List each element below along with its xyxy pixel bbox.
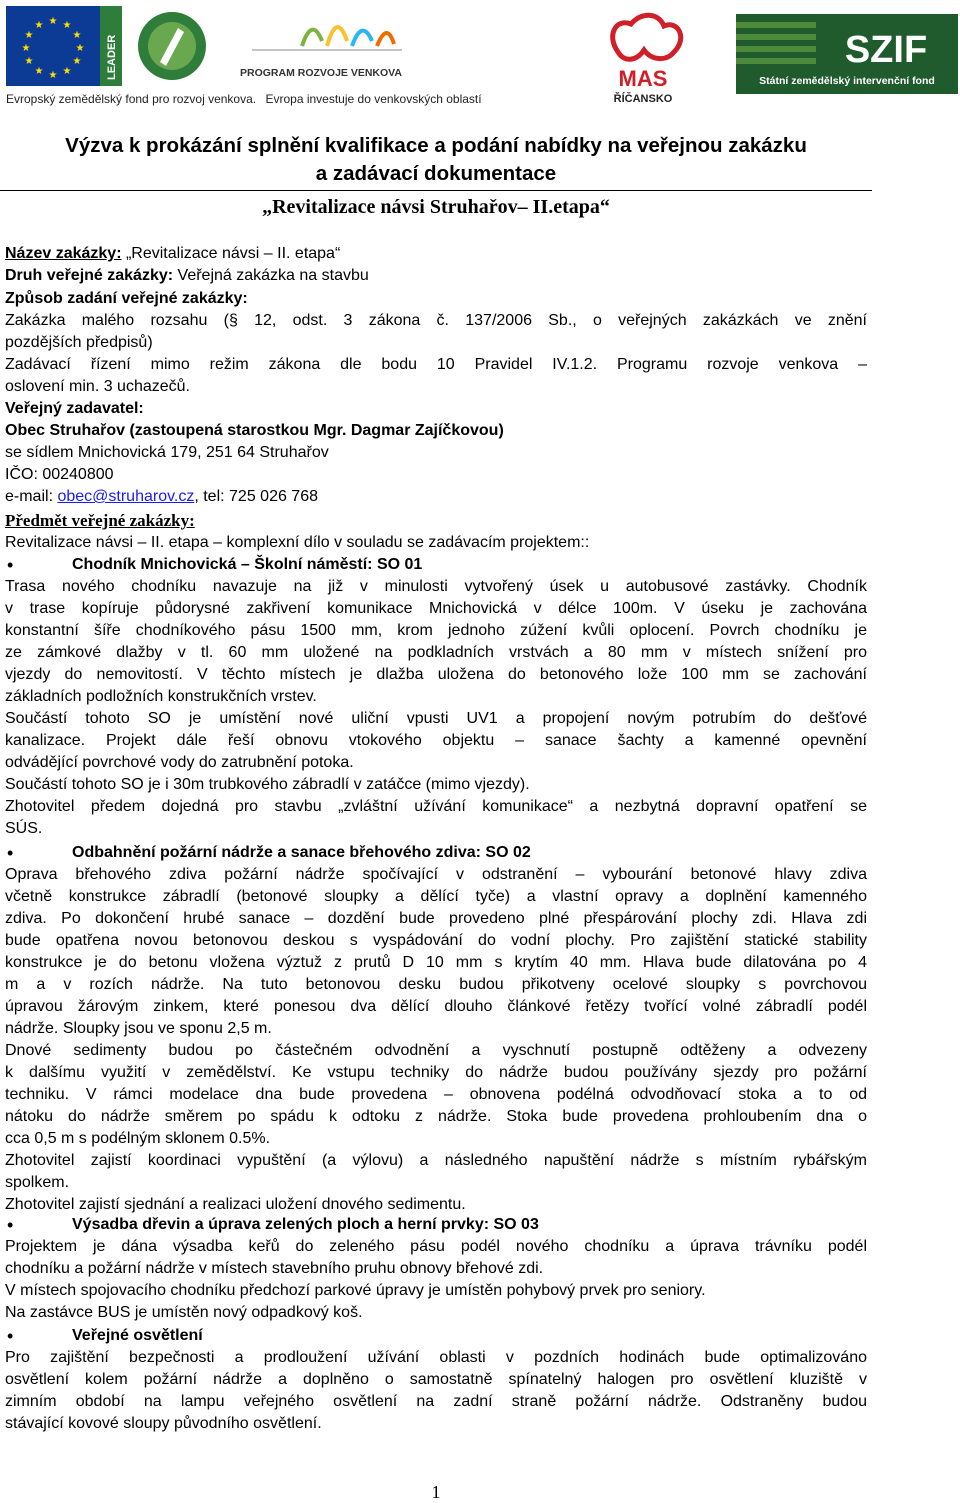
so02-line: nádrže. Sloupky jsou ve sponu 2,5 m.: [5, 1020, 272, 1037]
so01-line: odvádějící povrchové vody do zatrubnění potoka.: [5, 754, 354, 771]
so02-line: Zhotovitel zajistí koordinaci vypuštění (a výlovu) a následného napuštění nádrže s místním rybářským: [5, 1152, 867, 1169]
zadavatel-sidlo: se sídlem Mnichovická 179, 251 64 Struhařov: [5, 444, 329, 461]
so02-line: Dnové sedimenty budou po částečném odvodnění a vyschnutí postupně odtěženy a odvezeny: [5, 1042, 867, 1059]
email-link[interactable]: obec@struharov.cz: [57, 488, 195, 505]
zpusob-zadani-label: Způsob zadání veřejné zakázky:: [5, 290, 248, 307]
bullet-osvetleni: [7, 1325, 13, 1349]
osvetleni-heading: Veřejné osvětlení: [72, 1327, 203, 1344]
telefon: , tel: 725 026 768: [194, 488, 318, 505]
logo-bar: [0, 0, 960, 105]
zpusob-line2: pozdějších předpisů): [5, 334, 153, 351]
zadavatel-name: Obec Struhařov (zastoupená starostkou Mgr. Dagmar Zajíčkovou): [5, 422, 504, 439]
nazev-zakazky: [5, 243, 867, 265]
so01-line: Součástí tohoto SO je i 30m trubkového zábradlí v zatáčce (mimo vjezdy).: [5, 776, 530, 793]
osvetleni-line: Pro zajištění bezpečnosti a prodloužení užívání oblasti v pozdních hodinách bude optimalizováno: [5, 1349, 867, 1366]
so03-line: Na zastávce BUS je umístěn nový odpadkový koš.: [5, 1304, 363, 1321]
szif-logo: [736, 14, 958, 94]
so03-line: V místech spojovacího chodníku předchozí parkové úpravy je umístěn pohybový prvek pro seniory.: [5, 1282, 706, 1299]
osvetleni-line: stávající kovové sloupy původního osvětlení.: [5, 1415, 322, 1432]
svg-text:★: ★: [24, 30, 34, 41]
eu-flag-logo: [6, 6, 101, 86]
document-subtitle: „Revitalizace návsi Struhařov– II.etapa“: [262, 196, 610, 218]
title-divider: [0, 190, 872, 191]
svg-text:MAS: MAS: [618, 66, 668, 91]
so01-line: v trase kopíruje půdorysné zakřivení komunikace Mnichovická v délce 100m. V úseku je zachována: [5, 600, 867, 617]
so01-line: SÚS.: [5, 820, 43, 837]
druh-label: Druh veřejné zakázky:: [5, 267, 174, 284]
svg-text:★: ★: [48, 70, 58, 81]
so02-line: bude opatřena novou betonovou deskou s vyspádování do vodní plochy. Pro zajištění statické stability: [5, 932, 867, 949]
fund-caption-left: Evropský zemědělský fond pro rozvoj venkova.: [6, 92, 257, 106]
predmet-text: Revitalizace návsi – II. etapa – komplexní dílo v souladu se zadávacím projektem::: [5, 534, 590, 551]
zpusob-line3: Zadávací řízení mimo režim zákona dle bodu 10 Pravidel IV.1.2. Programu rozvoje venkova –: [5, 356, 867, 373]
so02-line: cca 0,5 m s podélným sklonem 0.5%.: [5, 1130, 271, 1147]
so02-line: m a v rozích nádrže. Na tuto betonovou desku budou přikotveny ocelové sloupky s povrchovou: [5, 976, 867, 993]
bullet-so01: [7, 554, 13, 578]
email-label: e-mail:: [5, 488, 58, 505]
svg-text:★: ★: [34, 66, 44, 77]
document-title-line1: Výzva k prokázání splnění kvalifikace a podání nabídky na veřejnou zakázku: [65, 134, 807, 157]
leader-logo: [100, 6, 225, 86]
so03-line: Projektem je dána výsadba keřů do zeleného pásu podél nového chodníku a úprava trávníku podél: [5, 1238, 867, 1255]
so02-line: úpravou žárovým zinkem, které ponesou dva dělící dlouho článkové řetězy tvořící volné zábradlí podél: [5, 998, 867, 1015]
bullet-so02: [7, 842, 13, 866]
so01-line: Součástí tohoto SO je umístění nové uliční vpusti UV1 a propojení novým potrubím do dešťové: [5, 710, 867, 727]
program-rozvoje-venkova-logo: [232, 6, 412, 86]
mas-ricansko-logo: [596, 10, 691, 105]
svg-text:★: ★: [72, 56, 82, 67]
so02-line: Zhotovitel zajistí sjednání a realizaci uložení dnového sedimentu.: [5, 1196, 466, 1213]
so01-line: kanalizace. Projekt dále řeší obnovu vtokového objektu – sanace šachty a kamenné opevnění: [5, 732, 867, 749]
svg-text:Státní zemědělský intervenční: Státní zemědělský intervenční fond: [759, 75, 935, 87]
zadavatel-ico: IČO: 00240800: [5, 466, 114, 483]
so02-line: k dalšímu využití v zemědělství. Ke vstupu techniky do nádrže budou používány sjezdy pro požární: [5, 1064, 867, 1081]
so02-line: zdiva. Po dokončení hrubé sanace – dozdění bude provedeno plné přespárování plochy zdi. Hlava zdi: [5, 910, 867, 927]
so03-line: chodníku a požární nádrže v místech stavebního pruhu obnovy břehové zdi.: [5, 1260, 544, 1277]
so02-line: spolkem.: [5, 1174, 70, 1191]
so01-line: základních podložních konstrukčních vrstev.: [5, 688, 317, 705]
so01-line: konstantní šíře chodníkového pásu 1500 mm, krom jednoho zúžení kvůli oplocení. Povrch chodníku je: [5, 622, 867, 639]
page-number: 1: [431, 1482, 441, 1502]
svg-text:PROGRAM ROZVOJE VENKOVA: PROGRAM ROZVOJE VENKOVA: [240, 67, 402, 79]
nazev-value: „Revitalizace návsi – II. etapa“: [121, 245, 341, 262]
druh-zakazky: [5, 265, 867, 287]
so02-heading: Odbahnění požární nádrže a sanace břehového zdiva: SO 02: [72, 844, 531, 861]
nazev-label: Název zakázky:: [5, 245, 122, 262]
svg-text:ŘÍČANSKO: ŘÍČANSKO: [613, 93, 673, 105]
osvetleni-line: zimním období na lampu veřejného osvětlení na zadní straně požární nádrže. Odstraněny budou: [5, 1393, 867, 1410]
bullet-so03: [7, 1214, 13, 1238]
so01-heading: Chodník Mnichovická – Školní náměstí: SO 01: [72, 556, 423, 573]
so03-heading: Výsadba dřevin a úprava zelených ploch a herní prvky: SO 03: [72, 1216, 539, 1233]
so01-line: ze zámkové dlažby v tl. 60 mm uložené na podkladních vrstvách a 80 mm v místech snížení pro: [5, 644, 867, 661]
svg-text:SZIF: SZIF: [844, 29, 928, 71]
svg-text:★: ★: [72, 30, 82, 41]
svg-text:★: ★: [21, 43, 31, 54]
fund-caption: [6, 92, 482, 106]
so01-line: Zhotovitel předem dojedná pro stavbu „zvláštní užívání komunikace“ a nezbytná dopravní opatření se: [5, 798, 867, 815]
osvetleni-line: osvětlení kolem požární nádrže a doplněno o samostatně spínatelný halogen pro osvětlení kluziště v: [5, 1371, 867, 1388]
svg-text:★: ★: [24, 56, 34, 67]
druh-value: Veřejná zakázka na stavbu: [173, 267, 369, 284]
zpusob-line1: Zakázka malého rozsahu (§ 12, odst. 3 zákona č. 137/2006 Sb., o veřejných zakázkách ve znění: [5, 312, 867, 329]
so02-line: nátoku do nádrže směrem po spádu k odtoku z nádrže. Stoka bude provedena prohloubením dna o: [5, 1108, 867, 1125]
so01-line: vjezdy do nemovitostí. V těchto místech je dlažba uložena do betonového lože 100 mm se zachování: [5, 666, 867, 683]
fund-caption-right: Evropa investuje do venkovských oblastí: [265, 92, 482, 106]
so02-line: konstrukce je do betonu vložena výztuž z prutů D 10 mm s krytím 40 mm. Hlava bude dilatována po 4: [5, 954, 867, 971]
svg-text:★: ★: [48, 16, 58, 27]
zpusob-line4: oslovení min. 3 uchazečů.: [5, 378, 190, 395]
so01-line: Trasa nového chodníku navazuje na již v minulosti vytvořený úsek u autobusové zastávky. Chodník: [5, 578, 867, 595]
zadavatel-kontakt: [5, 486, 867, 508]
so02-line: včetně konstrukce zábradlí (betonové sloupky a dělící tyče) a vlastní opravy a doplnění kamenného: [5, 888, 867, 905]
predmet-label: Předmět veřejné zakázky:: [5, 511, 195, 530]
document-title-line2: a zadávací dokumentace: [315, 162, 557, 185]
svg-text:★: ★: [62, 20, 72, 31]
svg-text:★: ★: [75, 43, 85, 54]
svg-text:LEADER: LEADER: [106, 34, 118, 80]
so02-line: techniku. V rámci modelace dna bude provedena – obnovena podélná odvodňovací stoka a to od: [5, 1086, 867, 1103]
so02-line: Oprava břehového zdiva požární nádrže spočívající v odstranění – vybourání betonové hlavy zdiva: [5, 866, 867, 883]
svg-text:★: ★: [62, 66, 72, 77]
svg-text:★: ★: [34, 20, 44, 31]
zadavatel-label: Veřejný zadavatel:: [5, 400, 144, 417]
